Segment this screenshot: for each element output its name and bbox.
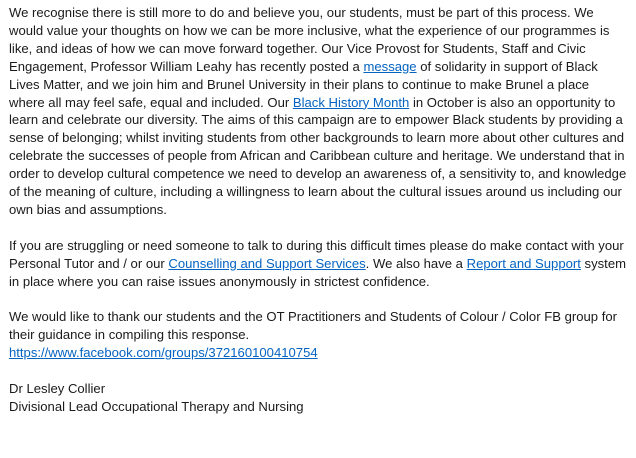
- paragraph-text: in October is also an opportunity to learn and celebrate our diversity. The aims of this campaign are to empower Black students by providing a sense of belonging; whilst inviting students from other backgrounds to learn more about other cultures and celebrate the successes of people from African and Caribbean culture and heritage. We understand that in order to develop cultural competence we need to develop an awareness of, a sensitivity to, and knowledge of the meaning of culture, including a willingness to learn about the cultural issues around us including our own bias and assumptions.: [9, 94, 627, 217]
- signature-title: Divisional Lead Occupational Therapy and Nursing: [9, 398, 304, 414]
- signature-name: Dr Lesley Collier: [9, 380, 106, 396]
- paragraph-spacer: [9, 219, 627, 237]
- paragraph-spacer: [9, 290, 627, 308]
- paragraph-text: . We also have a: [365, 255, 467, 271]
- paragraph-text: We would like to thank our students and the OT Practitioners and Students of Colour / Color FB group for their guidance in compiling this response.: [9, 309, 617, 343]
- facebook-group-link[interactable]: https://www.facebook.com/groups/372160100410754: [9, 345, 318, 361]
- report-and-support-link[interactable]: Report and Support: [466, 255, 581, 271]
- paragraph-text: We recognise there is still more to do and believe you, our students, must be part of this process. We would value your thoughts on how we can be more inclusive, what the experience of our programmes is like, and ideas of how we can move forward together. Our Vice Provost for Students, Staff and Civic Engagement, Professor William Leahy has recently posted a: [9, 5, 610, 74]
- message-link[interactable]: message: [363, 58, 417, 74]
- paragraph-text: of solidarity in support of Black Lives Matter, and we join him and Brunel University in their plans to continue to make Brunel a place where all may feel safe, equal and included. Our: [9, 58, 598, 110]
- paragraph-spacer: [9, 362, 627, 380]
- paragraph-inclusivity: [9, 4, 627, 219]
- paragraph-text: system in place where you can raise issues anonymously in strictest confidence.: [9, 255, 627, 289]
- black-history-month-link[interactable]: Black History Month: [292, 94, 410, 110]
- signature-block: [9, 380, 627, 416]
- counselling-services-link[interactable]: Counselling and Support Services: [168, 255, 366, 271]
- document-body: [9, 4, 627, 416]
- paragraph-support: [9, 237, 627, 291]
- paragraph-text: If you are struggling or need someone to talk to during this difficult times please do make contact with your Personal Tutor and / or our: [9, 237, 624, 271]
- paragraph-thanks: [9, 308, 627, 362]
